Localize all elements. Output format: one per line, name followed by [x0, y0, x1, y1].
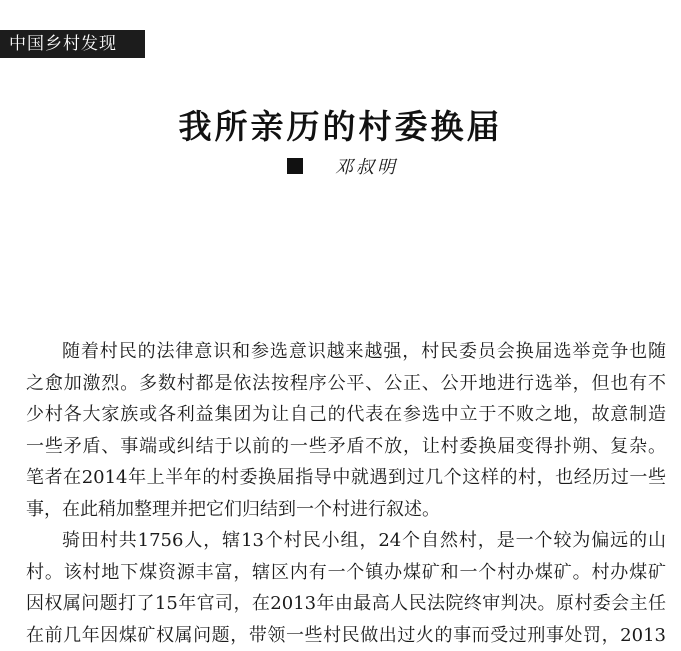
text-line: 骑田村共1756人，辖13个村民小组，24个自然村，是一个较为偏远的山: [26, 525, 666, 557]
text-line: 在前几年因煤矿权属问题，带领一些村民做出过火的事而受过刑事处罚，2013: [26, 620, 666, 651]
section-tag: 中国乡村发现: [0, 30, 145, 58]
text-line: 因权属问题打了15年官司，在2013年由最高人民法院终审判决。原村委会主任: [26, 588, 666, 620]
text-line: 少村各大家族或各利益集团为让自己的代表在参选中立于不败之地，故意制造: [26, 399, 666, 431]
article-body: [26, 336, 666, 651]
byline: [287, 153, 398, 179]
black-square-icon: [287, 158, 303, 174]
text-line: 事，在此稍加整理并把它们归结到一个村进行叙述。: [26, 494, 666, 526]
text-line: 笔者在2014年上半年的村委换届指导中就遇到过几个这样的村，也经历过一些: [26, 462, 666, 494]
article-title: 我所亲历的村委换届: [0, 102, 681, 152]
text-line: 村。该村地下煤资源丰富，辖区内有一个镇办煤矿和一个村办煤矿。村办煤矿: [26, 557, 666, 589]
text-line: 之愈加激烈。多数村都是依法按程序公平、公正、公开地进行选举，但也有不: [26, 368, 666, 400]
paragraph-1: [26, 336, 666, 525]
author-name: 邓叔明: [335, 153, 398, 179]
text-line: 一些矛盾、事端或纠结于以前的一些矛盾不放，让村委换届变得扑朔、复杂。: [26, 431, 666, 463]
paragraph-2: [26, 525, 666, 651]
text-line: 随着村民的法律意识和参选意识越来越强，村民委员会换届选举竞争也随: [26, 336, 666, 368]
